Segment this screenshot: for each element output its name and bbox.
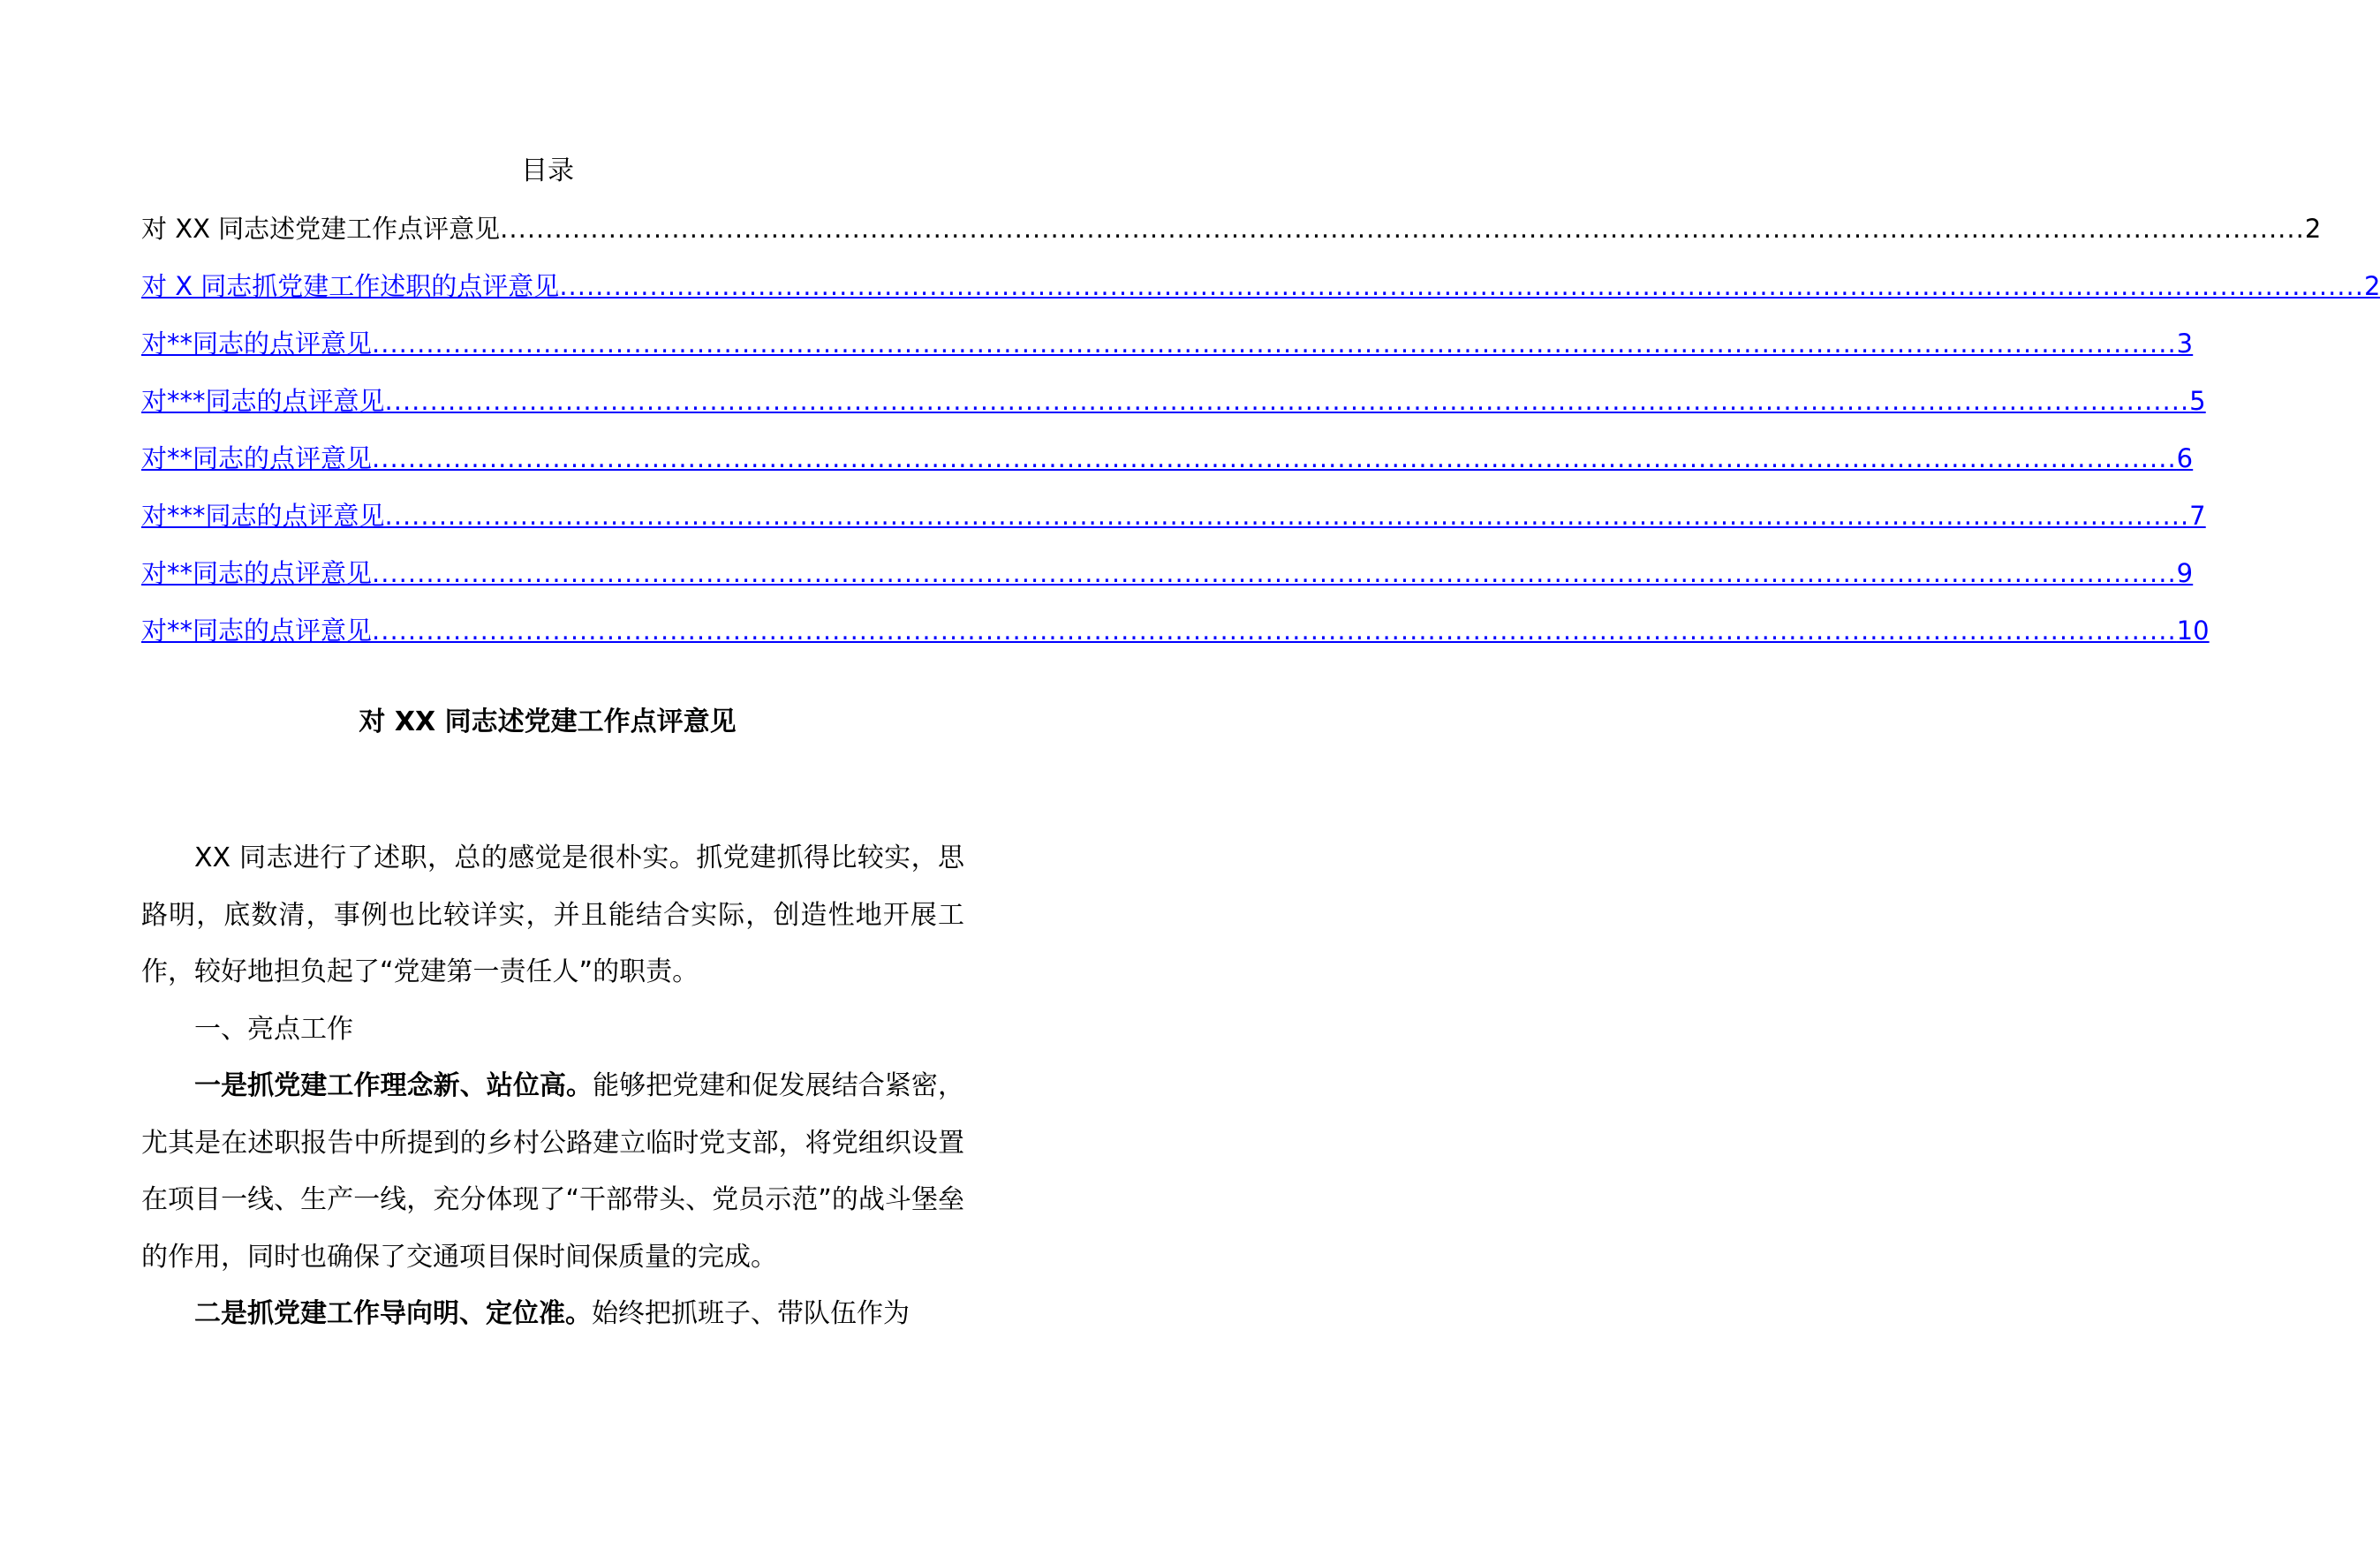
toc-leader-dots: ........................................................................................................................................................................................................ (372, 558, 2177, 588)
point-paragraph (141, 1058, 964, 1286)
point-lead: 一是抓党建工作理念新、站位高。 (194, 1070, 593, 1101)
toc-entry-link[interactable] (141, 327, 2194, 384)
toc-entry[interactable] (141, 212, 2322, 269)
toc-leader-dots: ........................................................................................................................................................................................................ (500, 214, 2305, 244)
toc-entry-page: 3 (2176, 329, 2194, 359)
toc-leader-dots: ........................................................................................................................................................................................................ (372, 329, 2177, 359)
toc-entry-text: 对**同志的点评意见 (141, 558, 373, 588)
toc-entry-link[interactable] (141, 556, 2194, 614)
toc-entry-text: 对***同志的点评意见 (141, 501, 385, 531)
toc-entry-text: 对**同志的点评意见 (141, 616, 373, 646)
toc-entry-page: 2 (2304, 214, 2322, 244)
point-text: 能够把党建和促发展结合紧密，尤其是在述职报告中所提到的乡村公路建立临时党支部，将党组织设置在项目一线、生产一线，充分体现了“干部带头、党员示范”的战斗堡垒的作用，同时也确保了交通项目保时间保质量的完成。 (141, 1070, 965, 1273)
toc-entry-page: 9 (2176, 558, 2194, 588)
toc-entry-link[interactable] (141, 499, 2206, 556)
point-paragraph (141, 1286, 964, 1343)
toc-leader-dots: ........................................................................................................................................................................................................ (372, 616, 2177, 646)
intro-paragraph: XX 同志进行了述职，总的感觉是很朴实。抓党建抓得比较实，思路明，底数清，事例也比较详实，并且能结合实际，创造性地开展工作，较好地担负起了“党建第一责任人”的职责。 (141, 843, 964, 987)
toc-entry-link[interactable] (141, 614, 2210, 671)
toc-entry-page: 2 (2363, 271, 2380, 301)
point-text: 始终把抓班子、带队伍作为 (592, 1298, 910, 1329)
section-heading: 一、亮点工作 (194, 1013, 353, 1045)
toc-leader-dots: ........................................................................................................................................................................................................ (384, 386, 2190, 416)
toc-entry-link[interactable] (141, 442, 2194, 499)
table-of-contents (141, 212, 2380, 671)
point-lead: 二是抓党建工作导向明、定位准。 (194, 1298, 592, 1329)
toc-entry-text: 对**同志的点评意见 (141, 443, 373, 473)
toc-entry-page: 7 (2189, 501, 2206, 531)
section-title: 对 XX 同志述党建工作点评意见 (359, 706, 737, 737)
toc-title: 目录 (521, 155, 574, 186)
toc-entry-link[interactable] (141, 269, 2380, 327)
document-body (141, 830, 964, 1343)
toc-entry-page: 6 (2176, 443, 2194, 473)
toc-entry-text: 对 XX 同志述党建工作点评意见 (141, 214, 501, 244)
toc-entry-text: 对***同志的点评意见 (141, 386, 385, 416)
toc-entry-page: 10 (2176, 616, 2210, 646)
toc-leader-dots: ........................................................................................................................................................................................................ (559, 271, 2364, 301)
toc-entry-link[interactable] (141, 384, 2206, 442)
toc-leader-dots: ........................................................................................................................................................................................................ (372, 443, 2177, 473)
toc-entry-text: 对 X 同志抓党建工作述职的点评意见 (141, 271, 560, 301)
toc-leader-dots: ........................................................................................................................................................................................................ (384, 501, 2190, 531)
toc-entry-page: 5 (2189, 386, 2206, 416)
toc-entry-text: 对**同志的点评意见 (141, 329, 373, 359)
